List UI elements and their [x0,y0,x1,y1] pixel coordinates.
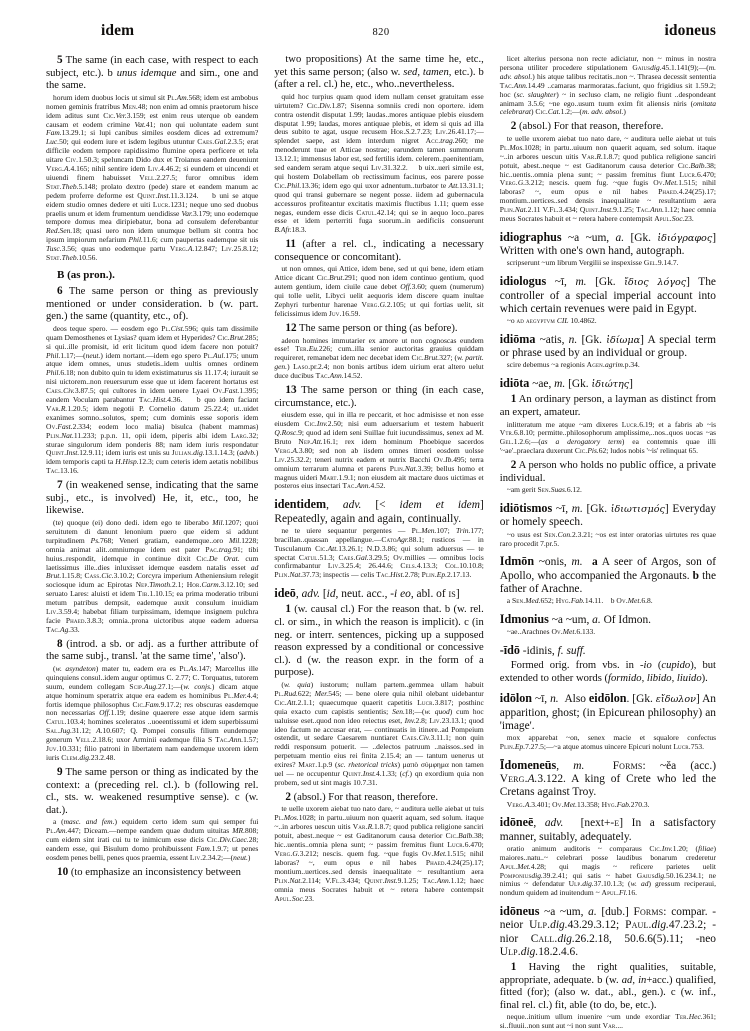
running-head-left: idem [101,22,135,39]
column-3 [499,54,717,1031]
cites-c2-cites-a: quid hoc turpius quam quod idem nullam censet gratuitam esse uirtutem? Cic.Div.1.87; Sisenna somniis credi non oportere. idem contra ostendit disputat 1.99; laudas..mores antiquae plebis eiusdem disputat 1.99; laudas, mores antiquae plebis, et idem si quis ad illa deus subito te agat, usque recusem Hor.S.2.7.23; Liv.26.41.17;—splendet saepe, ast idem interdum nigret Acc.trag.260; me menoderunt tuae et Atticae nostrae; earundem tamen summorum 13.12.1; immensus labor est, sed fertilis idem. celerem..paenitentiam, sed eandem seram atque sequi Liv.31.32.2. b uix..ueri simile est, qui hostem Dolabellam ob rectissimum facinus, eos parere posse Cic.Phil.13.36; idem ego qui uxor adnentum..turbator te Att.13.31.1; quod qui transi gubernare se negent posse. iidem ad gubernacula accessuros profiteantur excitatis maximis fluctibus 1.11; quem esse negas, eundem esse dicis Catul.42.14; qui se in aequo loco..pares esse et idem perterriti fuga suorum..in aedificiis consuerunt B.Afr.18.3. [274,91,484,235]
entry-headword-idiographus: idiographus ~a ~um, a. [Gk. ἰδιόγραφος] Written with one's own hand, autograph. [499,230,716,258]
entry-headword-idiota: idiōta ~ae, m. [Gk. ἰδιώτης] [499,376,633,391]
cites-cites12: adeon homines immutarier ex amore ut non cognoscas eundem esse! Ter.Eu.226; cum..illa senior auctoritas grauius quiddam requireret, remanebat idem nec decebat idem Cic.Brut.327; (w. partit. gen.) Laso.pr.2.4; non bonis artibus idem uirium erat altero uelut duce ducibus Tac.Ann.14.52. [274,335,484,381]
cites-c3-cites2: te uelle uxorem aiebat tuo nato dare, ~ auditura uelle aiebat ut tuis Pl.Mos.1028; in partu..uiuum non quaerit aquam, sed solum. itaque ~..in arbores uescun uitis Var.R.1.8.7; quod publica religione sanciri potuit, abest..neque ~ est Gaditanorum causa deterior Cic.Balb.38; hic..uentis..omnia plena sunt; ~ passim fremitus fiunt Lucr.6.470; Verg.G.3.212; nescis. quem fug. ~que fugis Ov.Met.1.515; nihil laboras? ~, eum opus e nil habes Phaed.4.24(25).17; montium..uertices..sed densis inaequalitate ~ resultantium aera Plin.Nat.2.11 V.Fl.3.434; Quint.Inst.9.1.25; Tac.Ann.1.12; haec omnia meus Socrates habuit et ~ retera habere contempsit Apul.Soc.23. [499,133,716,224]
cites-ideo-2: te uelle uxorem aiebat tuo nato dare, ~ auditura uelle aiebat ut tuis Pl.Mos.1028; in partu..uiuum non quaerit aquam, sed solum. itaque ~..in arbores uescun uitis Var.R.1.8.7; quod publica religione sanciri potuit, abest..neque ~ est Gaditanorum causa deterior Cic.Balb.38; hic..uentis..omnia plena sunt; ~ passim fremitus fiunt Lucr.6.470; Verg.G.3.212; nescis. quem fug. ~que fugis Ov.Met.1.515; nihil laboras? ~, eum opus e nil habes Phaed.4.24(25).17; montium..uertices..sed densis inaequalitate ~ resultantium aera Plin.Nat.2.114; V.Fl.3.434; Quint.Inst.9.1.25; Tac.Ann.1.12; haec omnia meus Socrates habuit et ~ retera habere contempsit Apul.Soc.23. [274,804,484,903]
cites-idmon: a Sen.Med.652; Hyg.Fab.14.11. b Ov.Met.6.8. [506,596,653,606]
sense-sense12: 12 The same person or thing (as before). [285,321,458,334]
cites-c3-carry: licet alterius persona non recte adiciatur, non ~ minus in nostra persona utiliter procedere stipulationem Gaiusdig.45.1.141(9);—(m. adv. absol.) his atque talibus recitatis..non ~. Thrasea decessit sententia Tac.Ann.14.49 ..camaras marmoratas..faciunt, quo frigidius sit 1.59.2; hoc (sc. slaughter) ~ in secluso clam, ne religio fiunt ..despondeant animam 3.5.6; ~ne ego..usum tuum exim fit aliensis niris (omitata celebrarat) Cic.Cat.1.2;—(m. adv. absol.) [499,54,716,117]
entry-headword-identidem: identidem, adv. [< idem et idem] Repeatedly, again and again, continually. [274,497,484,525]
entry-idmonius [500,613,716,637]
entry-idoneus [500,905,716,1031]
sense-number: 7 [57,479,63,492]
entry-headword-idolon: idōlon ~ī, n. Also eidōlon. [Gk. εἴδωλον] An apparition, ghost; (in Epicurean philosophy) an 'image'. [499,691,716,732]
sense-sense5: 5 The same (in each case, with respect to each subject, etc.). b unus idemque and sim., one and the same. [46,54,259,92]
cites-idomeneus: Verg.A.3.401; Ov.Met.13.358; Hyg.Fab.270.3. [506,799,650,809]
page-folio-number: 820 [372,27,390,38]
cites-idiographus: scripserunt ~um librum Vergilii se inspexisse Gel.9.14.7. [506,258,679,268]
cites-cites6: deos teque spero. — eosdem ego Pl.Cist.596; quis tam dissimile quam Demosthenes et Lysias? quam idem et Hyperides? Cic.Brut.285; si qui..ille promisit, id erit licitum quod idem facere non potuit? Phil.1.17;—(neut.) idem nortant.—idem ego spero Pl.Aul.175; unum atque idem omnes, unus studetis..idem uultis omnes ordinem Phil.6.18; non dubito quin tu idem existimaturus sis 11.17.4; iurauit se nisi uictorem..non reuersurum esse que ut idem facerent hortatus est Caes.Civ.3.87.5; qui cultores in idem uenere Lyaei Ov.Fast.1.395; eandem Voculam parabantur Tac.Hist.4.36. b quo idem faciant Var.R.1.20.5; idem negotii P. Cornelio datum 25.22.4; ut..uidet exanimes somno..solutos, spem; cum dominis esse soporis idem Ov.Fast.2.334; eodem loco malia) bisulca (habent mammas) Plin.Nat.11.233; p.p.n. 11, opii idem, piperis albi idem Larg.32; sturae singulorum idem ponderis 88; nam idem iuris respondatur Quint.Inst.12.9.11; idem iuris est unis su Julian.dig.13.1.14.3; (advb.) idem temporis capti ta H.Hisp.12.3; cum ceteris idem aetatis nobilibus Tac.13.16. [46,323,259,476]
sense-number: 1 [285,603,291,616]
sense-number: 10 [57,865,69,878]
cites-idiologus: ~o ad aegyptvm CIL 10.4862. [506,315,597,325]
section-letter-sectionB: B (as pron.). [57,269,115,281]
sense-sense8: 8 (introd. a sb. or adj. as a further attribute of the same subj., transl. 'at the same time', 'also'). [46,637,259,663]
column-container [46,54,717,1031]
entry-idiographus [500,231,716,268]
entry-idiotismos [500,502,716,548]
cites-cites5: horum idem duobus locis ut simul sit Pl.Am.568; idem est ambobus nomen geminis fratribus Men.48; non enim ad omnis praetorum hisce idem aditus sunt Cic.Ver.3.159; est enim reus uterque ob eandem causam et eodem crimine Vat.41; non qui uoluntate eadem sunt Fam.13.29.1; si lupi canibus similes eosdem dices ad extremum? Luc.50; qui eodem iure et isdem legibus utuntur Caes.Gal.2.3.5; erat difficile eodem tempore rapidissimo flumine opera perficere et tela uitare Civ.1.50.3; speluncam Dido dux et Troianus eandem deueniunt Verg.A.4.165; nihil sentire idem Liv.4.46.2; si eundem et uincendi et uiuendi finem habuisset Vell.2.27.5; furor omnibus idem Stat.Theb.5.148; prolato dextro (pede) stare et eandem manum ac pedem proferre deforme est Quint.Inst.11.3.124. b uni se atque eidem studio omnes dedere et uiti Lucr.1231; neque uno sed duobus praelis unum et idem frumentum uendidisse Var.3.179; uno eodemque tempore domus mea diripiebatur, bona ad consulem deferebantur Red.Sen.18; quasi uero non idem unumque bellum sit contra hoc ipsum impiorum nefarium Phil.11.6; cum paupertas eademque sit uis Tusc.3.56; quas uno eodemque partu Verg.A.12.847; Liv.25.8.12; Stat.Theb.10.56. [46,92,259,263]
column-1 [46,54,258,959]
column-2 [274,54,483,959]
entry-body-ido: Formed orig. from vbs. in -io (cupido), but extended to other words (formido, libido, liuido). [499,660,717,684]
entry-headword-ido: -īdō -idinis, f. suff. [499,643,586,658]
sense-idoneus-1: 1 Having the right qualities, suitable, appropriate, adequate. b (w. ad, in+acc.) qualified, fitted (for); (also w. dat., abl., gen.). c (w. inf., final rel. cl.) fit, able (to do, be, etc.). [499,961,716,1011]
sense-number: 13 [285,384,297,397]
sense-ideo-2: 2 (absol.) For that reason, therefore. [285,790,439,803]
entry-headword-idoneus: idōneus ~a ~um, a. [dub.] Forms: compar. -neior Ulp.dig.43.29.3.12; Paul.dig.47.23.2; -nior Call.dig.26.2.18, 50.6.6(5).11; -neo Ulp.dig.18.2.4.6. [499,904,717,958]
sense-sense13: 13 The same person or thing (in each case, circumstance, etc.). [274,384,484,409]
cites-cites13: eiusdem esse, qui in illa re peccarit, et hoc admisisse et non esse eiusdem Cic.Inv.2.50; nisi eum aduersarium et testem habuerit Q.Rosc.9; quod ad idem seni Suillae fuit iucundissimus, senex ad M. Bruto Nep.Att.16.1; rex idem hominum Phoebique sacerdos Verg.A.3.80; sed non ab iisdem omnes timeri eosdem uolsse Liv.25.32.2; teneri nutrix eadem et nutrix Bacchi Ov.Ib.495; terra omnium terrarum alumna et parens Plin.Nat.3.39; bellus homo et magnus uideri Mart.1.9.1; non eiusdem ait mactare duos uictimas et posteros eius insectari Tac.Ann.4.52. [274,410,484,491]
running-head-right: idoneus [664,22,716,39]
sense-idiota-1: 1 An ordinary person, a layman as distinct from an expert, amateur. [499,393,716,418]
cites-idioma: scire debemus ~a regionis Agen.agrim.p.34. [506,360,640,370]
sense-c3-sense2: 2 (absol.) For that reason, therefore. [510,120,664,133]
cites-cites7: (te) quoque (ei) dono dedi. idem ego te liberabo Mil.1207; quoi seruitutem di danunt lenonium puero que eidem si addunt turpitudinem Ps.768; Veneri gratiam, eandemque..oro Mil.1228; omnia animat alit..omniumque idem est pater Pac.trag.91; tibi huius..respondit, idemque in continue dixit Cic.De Orat. cum laetissimus ille..dies inluxisset idemque easdem natalis esset ad Brut.1.15.8; Cass.Cic.3.10.2; Corcyra imperium Atheniensium relegit sociosque idum ac Epirotas Nep.Timoth.2.1; Hor.Carm.3.12.10; sed seruato Lares: aluisti et idem Tib.1.10.15; ea prima moderatio tribuni metum patribus dempsit, eademque auxit consulum inuidiam Liv.3.59.4; habebat filiam turpissimam, idemque insignem pulchra facie Phaed.3.8.3; omnia..prona uictoribus atque eadem aduersa Tac.Ag.33. [46,517,259,634]
sense-number: 1 [510,961,517,974]
sense-sense11: 11 (after a rel. cl., indicating a necessary consequence or concomitant). [274,238,484,263]
entry-idmon [500,555,716,606]
sense-sense6: 6 The same person or thing as previously mentioned or under consideration. b (w. part. gen.) the same (quantity, etc., of). [46,285,259,323]
sense-c2-carry: two propositions) At the same time he, etc., yet this same person; (also w. sed, tamen, etc.). b (after a rel. cl.) he, etc., who..nevertheless. [274,54,484,91]
sense-number: 9 [57,765,63,778]
sense-number: 6 [57,285,63,297]
cites-cites8: (w. asyndeton) mater tu, eadem era es Pl.As.147; Marcellus ille quinquiens consul..idem augur optimus C. 2.77; C. Torquatus, tutorem suum, eundem collegam Scip.Aug.27.1;—(w. conjs.) dicam atque atque hominum speratrix atque era eadem es hominibus Pl.Mer.4.4; fortis idemque philosophus Cic.Fam.9.17.2; res obscuras easdemque non necessarias Off.1.19; desine quaerere esse atque idem sarmis Catul.103.4; homines sceleratos ..uoeentissumi et idem superbissumi Sal.Jug.31.12; A.10.607; Q. Pompei consulis filium eundemque generum Vell.2.18.6; uxor Arminii eademque filia S Tac.Ann.1.57; Juv.10.331; filio patroni in libertatem nam eandemque uxorem idem iuris Clem.dig.23.2.48. [46,663,259,762]
sense-number: 12 [285,321,297,334]
entry-headword-idonee: idōneē, adv. [next+-e] In a satisfactory manner, suitably, adequately. [499,815,716,843]
entry-headword-idioma: idiōma ~atis, n. [Gk. ἰδίωμα] A special term or phrase used by an individual or group. [499,331,716,360]
sense-idiota-2: 2 A person who holds no public office, a private individual. [499,459,716,484]
sense-number: 8 [57,637,63,650]
cites-idiota-2: ~am gerit Sen.Suas.6.12. [506,485,582,495]
running-head [46,22,716,48]
entry-idiologus [500,275,716,326]
sense-number: 11 [285,238,296,251]
sense-number: 1 [510,393,517,406]
entry-ideo [274,587,483,903]
cites-identidem: ne te uiere sequantur pergentes — Pl.Men.107; Trin.177; bracillan..quassan appellangue.—CatoAgr.88.1; rusticos — in Tusculanum Cic.Att.13.26.1; N.D.3.86; qui solum aduersus — te spectat Catul.51.3; Caes.Gal.3.29.5; Ov.millies — omnibus locis confirmabantur Liv.3.25.4; 26.44.6; Cels.4.13.3; Col.10.10.8; Plin.Nat.37.73; inspectis — celis Tac.Hist.2.78; Plin.Ep.2.17.13. [274,525,484,580]
sense-number: 2 [285,790,291,803]
cites-idoneus-1: neque..initium ullum inuenire ~um unde exordiar Ter.Hec.361; si..fluuii..non sunt aut ~i non sunt Var.... [499,1012,716,1031]
cites-idiota-1: inlitteratum me atque ~am dixeres Lucr.6.19; et a fabris ab ~is Vtr.6.8.10; permitte..philosophorum amplissime,..nos..quos uocas ~as Gel.1.2.6;—(as a derogatory term) ea contemnis quae illi '~ae'..praeclara duxerunt Cic.Pis.62; ludos nobis '~is' relinquat 65. [499,419,716,456]
entry-idomeneus [500,759,716,810]
entry-idonee [500,816,716,898]
entry-idolon [500,692,716,751]
sense-number: 5 [57,54,63,66]
entry-idioma [500,333,716,370]
sense-number: 2 [510,459,517,472]
sense-sense10: 10 (to emphasize an inconsistency between [57,865,241,878]
sense-sense9: 9 The same person or thing as indicated by the context: a (preceding rel. cl.). b (following rel. cl., sts. w. weakened resumptive sense). c (w. dat.). [46,765,259,816]
entry-headword-idmon: Idmōn ~onis, m. a A seer of Argos, son of Apollo, who accompanied the Argonauts. b the father of Arachne. [499,554,716,595]
entry-identidem [274,498,483,580]
cites-ideo-1: (w. quia) iustorum; nullam partem..gemmea ullam habuit Pl.Rud.622; Mer.545; — bene olere quia nihil olebant uidebantur Cic.Att.2.1.1; quaecumque quaerit capetitis Lucr.3.817; posthinc quia exacto cum capistis sentientis; Sen.18;—(w. quod) cum hoc ualuisse eset..quod non ideo reiectus eset, Inv.2.8; Liv.23.13.1; quod ideo factum ne accusar erat, — continuatis in itinere..ad Pompeium ostendit, ut sedare Caesarem nuntiaret Caes.Civ.3.11.1; non quin reddi responsum potuerit. — ..delectos patruum ..naissos..sed in perpetuam mentio eius rei finita 2.15.4; an — tantum uenerus ut exires? Mart.1.p.9 (sc. rhetorical tricks) μαπὸ σύμφημα non tamen uel — ne occupentur Quint.Inst.4.1.33; (cf.) qn exordium quia non probem, sed ut sint magis 10.7.31. [274,679,484,787]
cites-idolon: mox apparebat ~on, senex macie et squalore confectus Plin.Ep.7.27.5;—~a atque atomus uincere Epicuri nolunt Lucr.753. [499,733,716,751]
entry-headword-idiotismos: idiōtismos ~ī, m. [Gk. ἰδιωτισμός] Everyday or homely speech. [499,501,716,529]
sense-sense7: 7 (in weakened sense, indicating that the same subj., etc., is involved) He, it, etc., too, he likewise. [46,479,259,517]
sense-number: 2 [510,120,517,133]
entry-headword-idmonius: Idmonius ~a ~um, a. Of Idmon. [499,611,652,626]
cites-cites9: a (masc. and fem.) equidem certo idem sum qui semper fui Pl.Am.447; Diceam.—nempe eandem quae dudum uituitas MR.808; cum eidem sint irati cui tu te inimicum esse dicis Cic.Div.Caec.28; eandem esse, qui Bisulum domo prohibuissent Fam.1.9.7; ut penes eosdem penes belli, penes quos praemia, essent Liv.2.34.2;—(neut.) [46,817,259,862]
entry-idiota [500,377,716,495]
entry-headword-idiologus: idiologus ~ī, m. [Gk. ἴδιος λόγος] The controller of a special imperial account into which certain revenues were paid in Egypt. [499,274,716,315]
sense-ideo-1: 1 (w. causal cl.) For the reason that. b (w. rel. cl. or sim., in which the reason is implicit). c (in neg. or interr. sentences, picking up a supposed reason expressed by a conditional or concessive cl.). d (w. the reason expr. in the form of a purpose). [274,603,484,679]
entry-headword-ideo: ideō, adv. [id, neut. acc., -i eo, abl. of is] [274,586,460,601]
cites-idonee: oratio animum auditoris ~ comparaus Cic.Inv.1.20; (filiae) maiores..natu..~ celebrari posse laudibus bonarum crederetur Apul.Met.4.28; qui magis ~ reficere parietes uelit Pomponiusdig.39.2.41; qui satis ~ habet Gaiusdig.50.16.234.1; ne nimius ~ defendatur Ulp.dig.37.10.1.3; (w. ad) gressum reciperaui, nondum quidem ad inuitendum ~ Apul.Fl.16. [499,843,716,898]
entry-headword-idomeneus: Īdomeneūs, m. Forms: ~ĕa (acc.) Verg.A.3.122. A king of Crete who led the Cretans against Troy. [499,757,716,799]
cites-idiotismos: ~o usus est Sen.Con.2.3.21; ~os est inter oratorias uirtutes res quae raro procedit 7.pr.5. [499,529,716,548]
entry-ido [500,644,716,685]
cites-idmonius: ~ae..Arachnes Ov.Met.6.133. [506,627,596,637]
cites-cites11: ut non omnes, qui Attice, idem bene, sed ut qui bene, idem etiam Attice dicant Cic.Brut.291; quod non idem continuo gentium, quod autem gentium, idem ciuile caue debet Off.3.60; quem (numerum) qui tolle uelit, Libyci uelit aequoris idem discere quam inultae Zephyri turbentur harenae Verg.G.2.105; ut qui fortias uelit, sit felicissimus idem Juv.16.59. [274,264,484,318]
